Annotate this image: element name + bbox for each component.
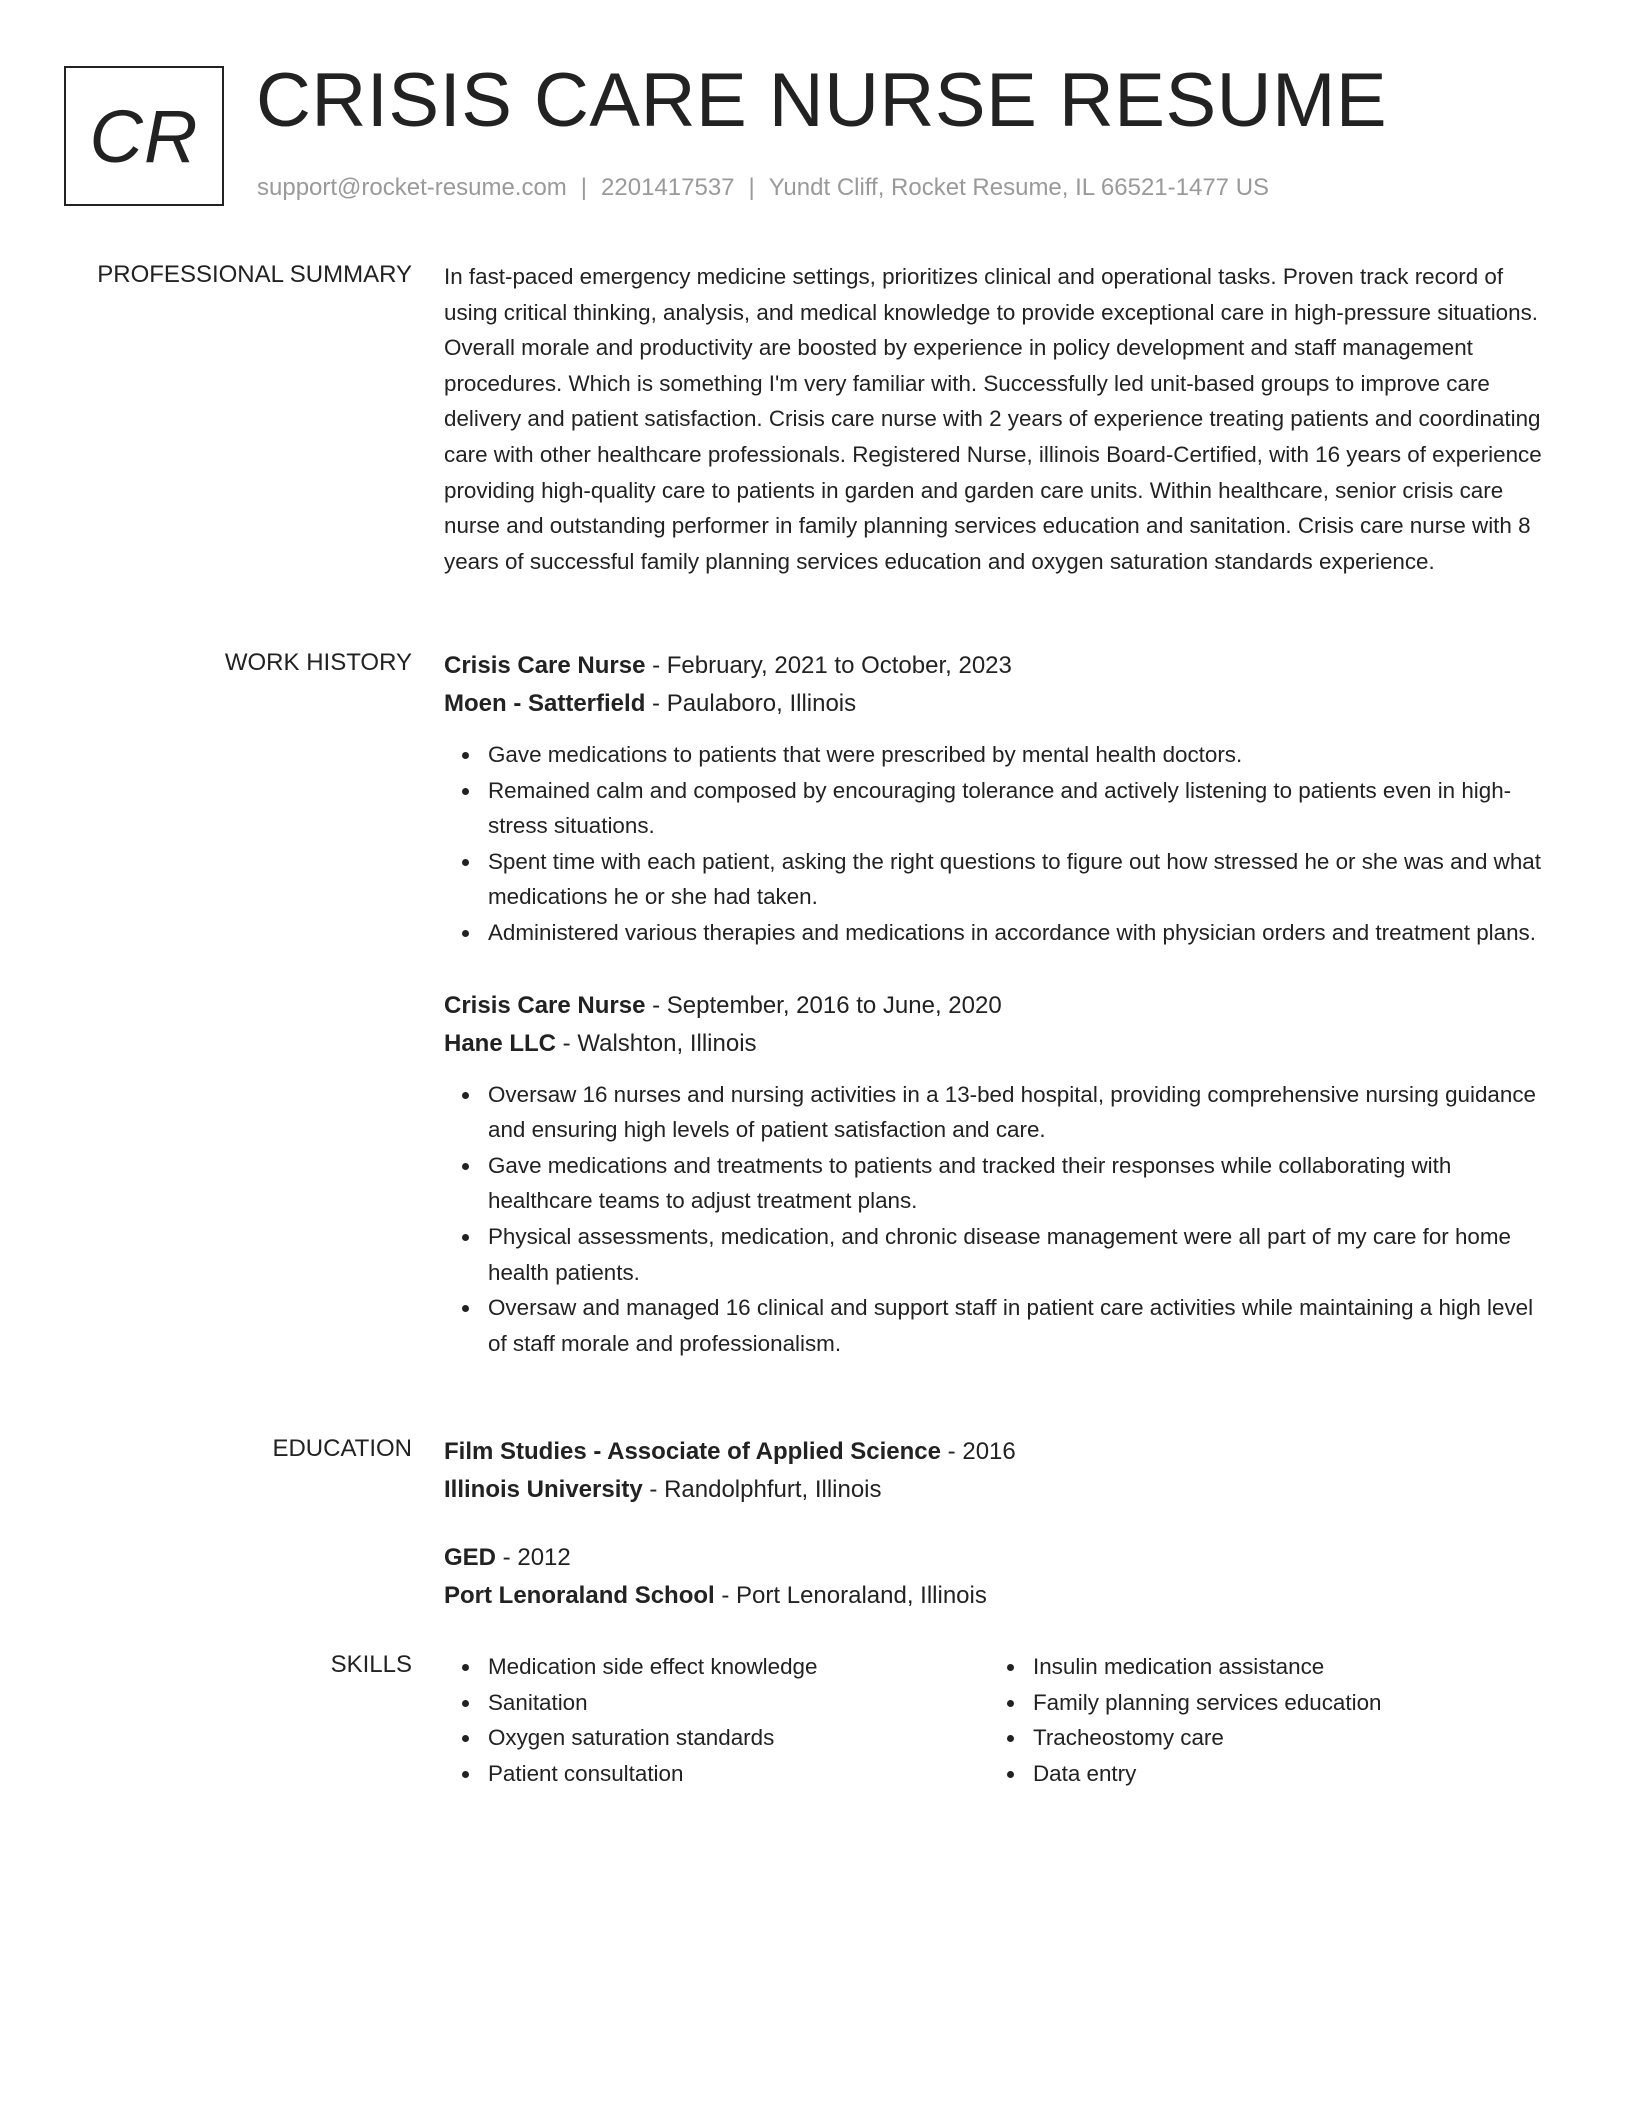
job-bullet: Oversaw and managed 16 clinical and support staff in patient care activities while maintaining a high level of staff morale and professionalism. — [488, 1290, 1550, 1361]
skills-columns — [444, 1649, 1550, 1791]
skills-column-right — [989, 1649, 1534, 1791]
job-title: Crisis Care Nurse — [444, 652, 646, 679]
education-degree: GED — [444, 1544, 497, 1571]
education-entry — [444, 1539, 1550, 1615]
job-title-line — [444, 647, 1550, 685]
skill-item: Sanitation — [488, 1685, 989, 1721]
job-dates: - February, 2021 to October, 2023 — [645, 652, 1012, 679]
skill-item: Insulin medication assistance — [1033, 1649, 1534, 1685]
education-location: - Randolphfurt, Illinois — [642, 1476, 882, 1503]
education-school: Port Lenoraland School — [444, 1582, 715, 1609]
education-degree-line — [444, 1539, 1550, 1577]
resume-title: CRISIS CARE NURSE RESUME — [256, 58, 1388, 143]
job-entry — [444, 987, 1550, 1362]
job-bullet: Oversaw 16 nurses and nursing activities in a 13-bed hospital, providing comprehensive nursing guidance and ensuring high levels of patient satisfaction and care. — [488, 1077, 1550, 1148]
job-bullet: Remained calm and composed by encouraging tolerance and actively listening to patients even in high-stress situations. — [488, 773, 1550, 844]
skill-item: Data entry — [1033, 1756, 1534, 1792]
job-bullet: Physical assessments, medication, and chronic disease management were all part of my care for home health patients. — [488, 1219, 1550, 1290]
contact-email: support@rocket-resume.com — [257, 174, 567, 201]
job-location: - Walshton, Illinois — [556, 1029, 757, 1057]
skill-item: Medication side effect knowledge — [488, 1649, 989, 1685]
job-bullet: Gave medications and treatments to patients and tracked their responses while collaborating with healthcare teams to adjust treatment plans. — [488, 1148, 1550, 1219]
skills-body — [444, 1649, 1550, 1791]
section-label-summary: PROFESSIONAL SUMMARY — [97, 261, 412, 288]
section-label-work-history: WORK HISTORY — [224, 649, 412, 676]
job-title: Crisis Care Nurse — [444, 991, 646, 1019]
education-school: Illinois University — [444, 1476, 643, 1503]
job-dates: - September, 2016 to June, 2020 — [645, 991, 1002, 1019]
education-school-line — [444, 1577, 1550, 1615]
job-company-line — [444, 1025, 1550, 1063]
skill-item: Patient consultation — [488, 1756, 989, 1792]
education-location: - Port Lenoraland, Illinois — [714, 1582, 987, 1609]
job-bullet: Administered various therapies and medications in accordance with physician orders and treatment plans. — [488, 915, 1550, 951]
job-company-line — [444, 685, 1550, 723]
job-bullets — [444, 1077, 1550, 1362]
skill-item: Oxygen saturation standards — [488, 1720, 989, 1756]
contact-phone: 2201417537 — [601, 174, 735, 201]
skills-column-left — [444, 1649, 989, 1791]
skills-list — [444, 1649, 989, 1791]
summary-body — [444, 259, 1550, 579]
contact-separator: | — [748, 174, 755, 201]
education-school-line — [444, 1471, 1550, 1509]
job-bullet: Gave medications to patients that were prescribed by mental health doctors. — [488, 737, 1550, 773]
job-bullets — [444, 737, 1550, 951]
skill-item: Family planning services education — [1033, 1685, 1534, 1721]
job-entry — [444, 647, 1550, 951]
summary-text: In fast-paced emergency medicine settings, prioritizes clinical and operational tasks. Proven track record of using critical thinking, analysis, and medical knowledge to provide exceptional care in high-pressure situations. Overall morale and productivity are boosted by experience in policy development and staff management procedures. Which is something I'm very familiar with. Successfully led unit-based groups to improve care delivery and patient satisfaction. Crisis care nurse with 2 years of experience treating patients and coordinating care with other healthcare professionals. Registered Nurse, illinois Board-Certified, with 16 years of experience providing high-quality care to patients in garden and garden care units. Within healthcare, senior crisis care nurse and outstanding performer in family planning services education and sanitation. Crisis care nurse with 8 years of successful family planning services education and oxygen saturation standards experience. — [444, 264, 1542, 574]
monogram-box — [64, 66, 224, 206]
contact-address: Yundt Cliff, Rocket Resume, IL 66521-1477 US — [768, 174, 1270, 201]
education-degree: Film Studies - Associate of Applied Science — [444, 1438, 942, 1465]
monogram-initials: CR — [89, 94, 199, 178]
education-year: - 2012 — [496, 1544, 571, 1571]
education-year: - 2016 — [941, 1438, 1016, 1465]
section-label-education: EDUCATION — [272, 1435, 412, 1462]
skill-item: Tracheostomy care — [1033, 1720, 1534, 1756]
work-history-body — [444, 647, 1550, 1397]
section-label-skills: SKILLS — [330, 1651, 412, 1678]
job-company: Hane LLC — [444, 1029, 557, 1057]
contact-line — [257, 172, 1269, 204]
education-entry — [444, 1433, 1550, 1509]
skills-list — [989, 1649, 1534, 1791]
education-degree-line — [444, 1433, 1550, 1471]
education-body — [444, 1433, 1550, 1645]
job-bullet: Spent time with each patient, asking the right questions to figure out how stressed he or she was and what medications he or she had taken. — [488, 844, 1550, 915]
contact-separator: | — [580, 174, 588, 201]
job-title-line — [444, 987, 1550, 1025]
job-company: Moen - Satterfield — [444, 690, 646, 717]
job-location: - Paulaboro, Illinois — [645, 690, 857, 717]
